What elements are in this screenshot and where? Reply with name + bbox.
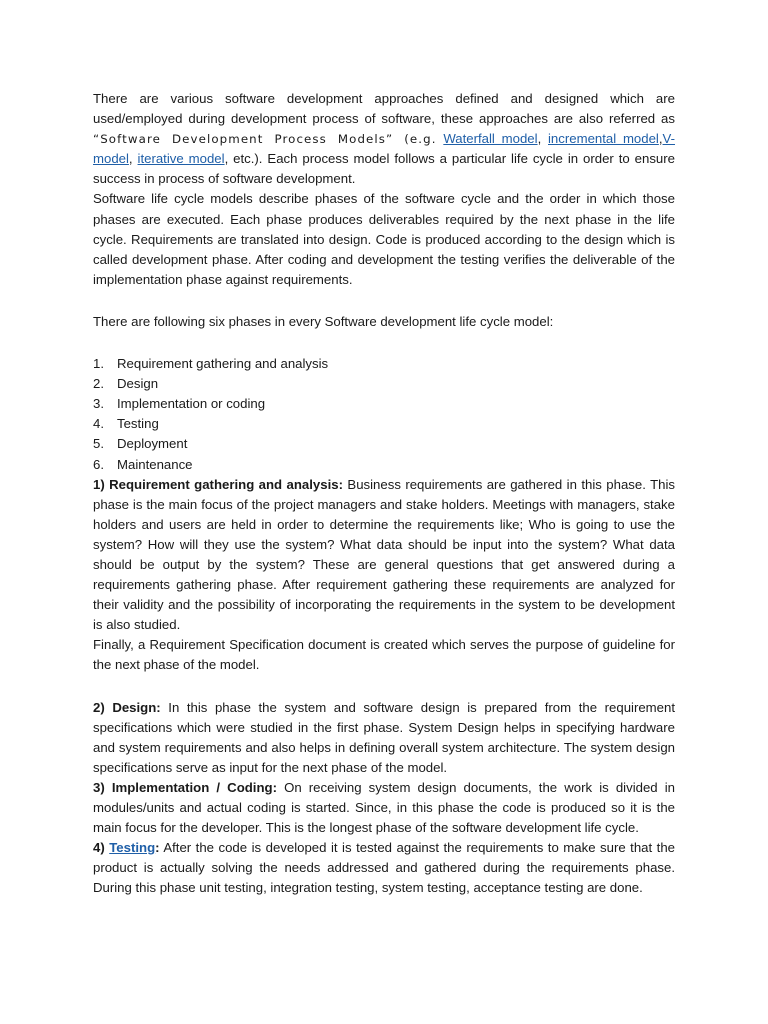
requirement-section: 1) Requirement gathering and analysis: Business requirements are gathered in this phase. This phase is the main focus of the project managers and stake holders. Meetings with managers, stake holders and users are held in order to determine the requirements like; Who is going to use the system? How will they use the system? What data should be input into the system? What data should be output by the system? These are general questions that get answered during a requirements gathering phase. After requirement gathering these requirements are analyzed for their validity and the possibility of incorporating the requirements in the system to be development is also studied. (93, 476, 675, 633)
phases-intro: There are following six phases in every Software development life cycle model: (93, 313, 554, 329)
waterfall-model-link[interactable]: Waterfall model (443, 131, 538, 147)
implementation-heading: 3) Implementation / Coding: (93, 779, 277, 795)
design-section: 2) Design: In this phase the system and software design is prepared from the requirement specifications which were studied in the first phase. System Design helps in specifying hardware and system requirements and also helps in defining overall system architecture. The system design specifications serve as input for the next phase of the model. (93, 699, 675, 775)
testing-section: 4) Testing: After the code is developed it is tested against the requirements to make sure that the product is actually solving the needs addressed and gathered during the requirements phase. During this phase unit testing, integration testing, system testing, acceptance testing are done. (93, 840, 676, 896)
intro-text: There are various software development approaches defined and designed which are used/employed during development process of software, these approaches are also referred as (93, 91, 675, 127)
design-heading: 2) Design: (93, 699, 161, 715)
list-item: 1. Requirement gathering and analysis (93, 356, 329, 372)
testing-link[interactable]: Testing (109, 840, 156, 856)
requirement-finally: Finally, a Requirement Specification document is created which serves the purpose of guideline for the next phase of the model. (93, 637, 675, 673)
phases-list (93, 354, 675, 475)
implementation-section: 3) Implementation / Coding: On receiving system design documents, the work is divided in modules/units and actual coding is started. Since, in this phase the code is produced so it is the main focus for the developer. This is the longest phase of the software development life cycle. (93, 779, 676, 836)
testing-heading: 4) Testing: (93, 840, 160, 856)
process-models-quote: “Software Development Process Models” (e.g. (93, 132, 437, 147)
intro-paragraph: There are various software development approaches defined and designed which are used/employed during development process of software, these approaches are also referred as “Software Development Process Models” (e.g. Waterfall model, incremental model,V-model, iterative model, etc.). Each process model follows a particular life cycle in order to ensure success in process of software development. (93, 91, 675, 187)
iterative-model-link[interactable]: iterative model (137, 151, 225, 167)
list-item: 4. Testing (93, 416, 159, 432)
v-model-link[interactable]: V-model (93, 131, 675, 167)
lifecycle-paragraph: Software life cycle models describe phases of the software cycle and the order in which those phases are executed. Each phase produces deliverables required by the next phase in the life cycle. Requirements are translated into design. Code is produced according to the design which is called development phase. After coding and development the testing verifies the deliverable of the implementation phase against requirements. (93, 191, 675, 287)
list-item: 5. Deployment (93, 436, 188, 452)
incremental-model-link[interactable]: incremental model (548, 131, 659, 147)
list-item: 3. Implementation or coding (93, 396, 266, 412)
intro-text-end: , etc.). Each process model follows a particular life cycle in order to ensure success in process of software development. (93, 151, 675, 187)
list-item: 2. Design (93, 376, 159, 392)
list-item: 6. Maintenance (93, 456, 193, 472)
requirement-heading: 1) Requirement gathering and analysis: (93, 476, 343, 492)
